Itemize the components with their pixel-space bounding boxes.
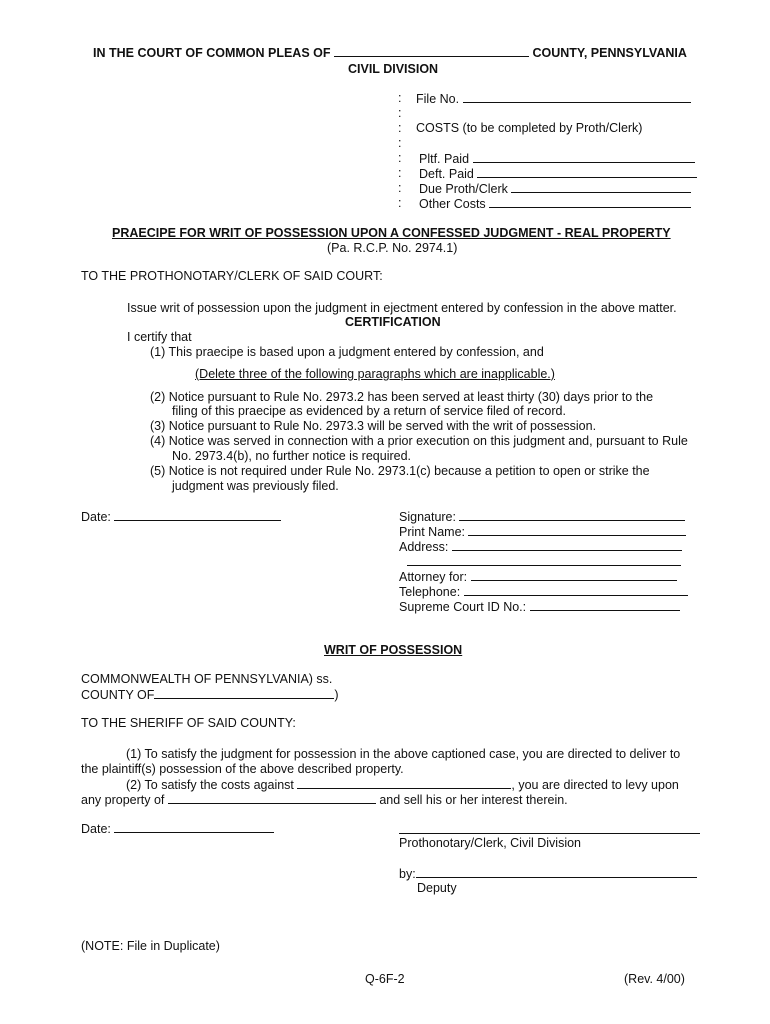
writ-para-2a [126, 777, 679, 793]
certify-text: I certify that [127, 330, 192, 344]
by-label: by: [399, 867, 416, 881]
delete-note: (Delete three of the following paragraphs which are inapplicable.) [195, 367, 555, 381]
colon-7: : [398, 181, 402, 195]
writ-date-label: Date: [81, 822, 111, 836]
file-note: (NOTE: File in Duplicate) [81, 939, 220, 953]
deft-paid-label: Deft. Paid [419, 167, 474, 181]
praecipe-date-field [81, 509, 281, 525]
colon-8: : [398, 196, 402, 210]
writ-date-field [81, 821, 274, 837]
signature-field [399, 509, 685, 525]
colon-4: : [398, 136, 402, 150]
file-no-blank[interactable] [463, 91, 691, 103]
attorney-for-blank[interactable] [471, 569, 677, 581]
costs-against-label: (2) To satisfy the costs against [126, 778, 294, 792]
prothonotary-caption: Prothonotary/Clerk, Civil Division [399, 836, 582, 850]
certification-item-5b: judgment was previously filed. [172, 479, 339, 493]
county-of-paren: ) [334, 688, 339, 702]
praecipe-date-label: Date: [81, 510, 111, 524]
certification-item-1: (1) This praecipe is based upon a judgment entered by confession, and [150, 345, 544, 359]
address-blank-1[interactable] [452, 539, 682, 551]
praecipe-date-blank[interactable] [114, 509, 281, 521]
certification-item-5a: (5) Notice is not required under Rule No. 2973.1(c) because a petition to open or strike the [150, 464, 650, 478]
prothonotary-salutation: TO THE PROTHONOTARY/CLERK OF SAID COURT: [81, 269, 383, 283]
writ-title: WRIT OF POSSESSION [324, 643, 463, 657]
other-costs-label: Other Costs [419, 197, 486, 211]
due-proth-blank[interactable] [511, 181, 691, 193]
praecipe-title: PRAECIPE FOR WRIT OF POSSESSION UPON A CONFESSED JUDGMENT - REAL PROPERTY [112, 226, 671, 240]
deft-paid-blank[interactable] [477, 166, 697, 178]
county-of-label: COUNTY OF [81, 688, 155, 702]
pltf-paid-blank[interactable] [473, 151, 695, 163]
certification-item-3: (3) Notice pursuant to Rule No. 2973.3 will be served with the writ of possession. [150, 419, 597, 433]
file-no-label: File No. [416, 92, 460, 106]
certification-heading: CERTIFICATION [345, 315, 441, 329]
sell-interest-text: and sell his or her interest therein. [379, 793, 568, 807]
county-of-field [81, 687, 339, 703]
deputy-signature-field [399, 866, 697, 882]
certification-item-2a: (2) Notice pursuant to Rule No. 2973.2 has been served at least thirty (30) days prior to the [150, 390, 654, 404]
address-label: Address: [399, 540, 449, 554]
writ-para-2b [81, 792, 568, 808]
county-blank[interactable] [334, 45, 529, 57]
writ-para-1a: (1) To satisfy the judgment for possession in the above captioned case, you are directed to deliver to [126, 747, 681, 761]
address-line-2 [407, 554, 681, 570]
colon-2: : [398, 106, 402, 120]
certification-item-2b: filing of this praecipe as evidenced by a return of service filed of record. [172, 404, 566, 418]
county-of-blank[interactable] [154, 687, 334, 699]
writ-para-1b: the plaintiff(s) possession of the above described property. [81, 762, 404, 776]
deputy-caption: Deputy [417, 881, 457, 895]
signature-blank[interactable] [459, 509, 685, 521]
telephone-field [399, 584, 688, 600]
form-number: Q-6F-2 [365, 972, 405, 986]
writ-date-blank[interactable] [114, 821, 274, 833]
court-header [93, 45, 687, 61]
certification-item-4b: No. 2973.4(b), no further notice is required. [172, 449, 412, 463]
colon-5: : [398, 151, 402, 165]
pltf-paid-label: Pltf. Paid [419, 152, 470, 166]
other-costs-blank[interactable] [489, 196, 691, 208]
praecipe-rule: (Pa. R.C.P. No. 2974.1) [327, 241, 458, 255]
telephone-blank[interactable] [464, 584, 688, 596]
pltf-paid-field [419, 151, 695, 167]
colon-1: : [398, 91, 402, 105]
county-suffix: COUNTY, PENNSYLVANIA [532, 46, 687, 60]
costs-note: COSTS (to be completed by Proth/Clerk) [416, 121, 643, 135]
attorney-for-label: Attorney for: [399, 570, 468, 584]
court-prefix: IN THE COURT OF COMMON PLEAS OF [93, 46, 331, 60]
prothonotary-signature-blank[interactable] [399, 822, 700, 834]
print-name-label: Print Name: [399, 525, 465, 539]
deputy-signature-blank[interactable] [416, 866, 697, 878]
file-no-field [416, 91, 691, 107]
costs-against-blank[interactable] [297, 777, 511, 789]
sheriff-salutation: TO THE SHERIFF OF SAID COUNTY: [81, 716, 296, 730]
levy-text: , you are directed to levy upon [511, 778, 679, 792]
due-proth-label: Due Proth/Clerk [419, 182, 508, 196]
commonwealth-line: COMMONWEALTH OF PENNSYLVANIA) ss. [81, 672, 333, 686]
supreme-court-id-field [399, 599, 680, 615]
property-of-blank[interactable] [168, 792, 376, 804]
deft-paid-field [419, 166, 697, 182]
due-proth-field [419, 181, 691, 197]
issue-text: Issue writ of possession upon the judgment in ejectment entered by confession in the above matter. [127, 301, 677, 315]
address-blank-2[interactable] [407, 554, 681, 566]
attorney-for-field [399, 569, 677, 585]
revision: (Rev. 4/00) [624, 972, 685, 986]
supreme-court-id-blank[interactable] [530, 599, 680, 611]
colon-3: : [398, 121, 402, 135]
division-heading: CIVIL DIVISION [348, 62, 439, 76]
property-of-label: any property of [81, 793, 165, 807]
colon-6: : [398, 166, 402, 180]
other-costs-field [419, 196, 691, 212]
certification-item-4a: (4) Notice was served in connection with a prior execution on this judgment and, pursuant to Rule [150, 434, 688, 448]
address-field [399, 539, 682, 555]
supreme-court-id-label: Supreme Court ID No.: [399, 600, 527, 614]
print-name-field [399, 524, 686, 540]
telephone-label: Telephone: [399, 585, 461, 599]
print-name-blank[interactable] [468, 524, 686, 536]
signature-label: Signature: [399, 510, 456, 524]
